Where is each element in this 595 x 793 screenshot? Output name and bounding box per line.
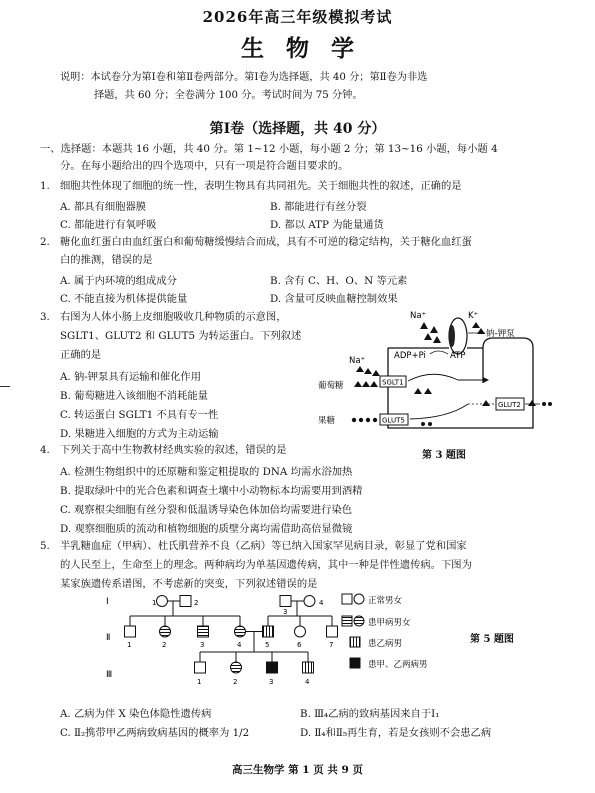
question-3-stem-line-3: 正确的是 [60,349,102,361]
gen1-male-3-icon [280,596,291,607]
fructose-flow-arrow [410,404,468,419]
question-3-option-d[interactable]: D. 果糖进入细胞的方式为主动运输 [60,428,219,440]
question-3-number: 3. [40,311,50,323]
question-5-stem-line-3: 某家族遗传系谱图，不考虑新的突变，下列叙述错误的是 [60,578,318,590]
gen3-number-1: 1 [197,678,202,686]
question-4-option-c[interactable]: C. 观察根尖细胞有丝分裂和低温诱导染色体加倍均需要进行染色 [60,504,353,516]
question-5-stem-line-1: 半乳糖血症（甲病）、杜氏肌营养不良（乙病）等已纳入国家罕见病目录，彰显了党和国家 [60,540,467,552]
question-2-option-c[interactable]: C. 不能直接为机体提供能量 [60,293,188,305]
label-k-top: K⁺ [468,311,479,321]
arrow-head-icon [483,377,489,383]
legend-affected-ab: 患甲、乙两病男 [368,660,428,670]
label-na-left: Na⁺ [349,356,366,366]
fructose-dot-icon [542,402,546,406]
gen1-number-1: 1 [152,599,157,607]
glucose-triangle-icon [424,388,432,394]
legend-normal: 正常男女 [368,596,403,606]
legend-normal-female-icon [354,594,364,604]
fructose-dot-icon [421,422,425,426]
gen2-male-3-affected-a-icon [198,626,209,637]
question-2-stem-line-1: 糖化血红蛋白由血红蛋白和葡萄糖缓慢结合而成，具有不可逆的稳定结构，关于糖化血红蛋 [60,236,472,248]
legend-affected-a-female-icon [354,616,364,626]
subject-title: 生物学 [241,35,376,62]
fructose-dot-icon [373,418,377,422]
label-atp: ATP [450,351,466,361]
fructose-dot-icon [359,418,363,422]
fructose-dot-icon [352,418,356,422]
na-triangle-icon [372,370,380,376]
question-2-stem-line-2: 白的推测，错误的是 [60,254,153,266]
label-na-top: Na⁺ [410,311,427,321]
gen1-female-1-icon [157,596,168,607]
gen2-male-7-icon [327,626,338,637]
gen3-male-1-icon [195,662,206,673]
na-triangle-icon [433,336,441,343]
figure-3-caption: 第 3 题图 [422,450,466,461]
figure-3-diagram [318,308,553,443]
gen1-number-3: 3 [283,608,288,616]
legend-affected-a: 患甲病男女 [368,618,411,628]
label-sglt1: SGLT1 [382,378,404,387]
gen3-male-3-affected-ab-icon [267,662,278,673]
legend-affected-a-male-icon [342,616,352,626]
question-2-number: 2. [40,236,50,248]
instructions-line-1: 说明：本试卷分为第Ⅰ卷和第Ⅱ卷两部分。第Ⅰ卷为选择题，共 40 分；第Ⅱ卷为非选 [60,72,428,83]
gen3-number-3: 3 [269,678,274,686]
generation-label-1: Ⅰ [106,597,109,607]
question-3-option-c[interactable]: C. 转运蛋白 SGLT1 不具有专一性 [60,409,219,421]
label-adp: ADP+Pi [394,351,426,361]
glucose-flow-arrow [408,374,483,381]
question-5-option-b[interactable]: B. Ⅲ₄乙病的致病基因来自于Ⅰ₁ [300,708,440,720]
fructose-dot-icon [548,402,552,406]
question-1-option-d[interactable]: D. 都以 ATP 为能量通货 [270,219,384,231]
gen3-number-2: 2 [233,678,238,686]
label-glut2: GLUT2 [498,401,521,409]
legend-affected-ab-male-icon [350,658,360,668]
glucose-triangle-icon [354,381,362,387]
question-4-number: 4. [40,444,50,456]
gen2-number-3: 3 [200,641,205,649]
fructose-dot-icon [366,418,370,422]
generation-label-3: Ⅲ [106,670,113,680]
question-5-option-a[interactable]: A. 乙病为伴 X 染色体隐性遗传病 [60,708,212,720]
glucose-triangle-icon [528,400,536,406]
na-triangle-icon [424,333,432,340]
figure-5-caption: 第 5 题图 [470,634,514,645]
question-5-option-d[interactable]: D. Ⅱ₄和Ⅱ₅再生育，若是女孩则不会患乙病 [300,727,492,739]
instructions-line-2: 择题，共 60 分；全卷满分 100 分。考试时间为 75 分钟。 [94,90,363,101]
label-fructose: 果糖 [318,416,336,426]
label-pump: 钠-钾泵 [486,329,515,339]
gen1-number-2: 2 [194,599,199,607]
question-3-stem-line-1: 右图为人体小肠上皮细胞吸收几种物质的示意图， [60,311,287,323]
gen2-number-5: 5 [265,641,270,649]
gen1-male-2-icon [180,596,191,607]
gen2-number-6: 6 [297,641,302,649]
na-triangle-icon [364,368,372,374]
gen2-number-4: 4 [237,641,242,649]
pump-channel-icon [449,325,455,347]
gen3-female-2-affected-a-icon [231,662,242,673]
question-4-option-d[interactable]: D. 观察细胞质的流动和植物细胞的质壁分离均需借助高倍显微镜 [60,523,353,535]
page-footer: 高三生物学 第 1 页 共 9 页 [231,764,364,776]
question-5-number: 5. [40,540,50,552]
question-3-stem-line-2: SGLT1、GLUT2 和 GLUT5 为转运蛋白。下列叙述 [60,330,302,342]
na-triangle-icon [356,366,364,372]
exam-title: 2026年高三年级模拟考试 [202,8,393,26]
gen2-male-5-affected-b-icon [263,626,274,637]
question-3-option-b[interactable]: B. 葡萄糖进入该细胞不消耗能量 [60,390,208,402]
gen2-female-4-affected-a-icon [235,626,246,637]
legend-affected-b-male-icon [350,637,360,647]
gen2-number-7: 7 [329,641,334,649]
question-1-option-c[interactable]: C. 都能进行有氧呼吸 [60,219,157,231]
label-glucose: 葡萄糖 [318,381,344,391]
gen2-male-1-icon [125,626,136,637]
question-2-option-a[interactable]: A. 属于内环境的组成成分 [60,275,177,287]
legend-affected-b: 患乙病男 [368,639,403,649]
gen2-female-2-affected-a-icon [160,626,171,637]
glucose-triangle-icon [482,400,490,406]
na-triangle-icon [430,326,438,333]
gen1-female-4-icon [304,596,315,607]
question-5-option-c[interactable]: C. Ⅱ₂携带甲乙两病致病基因的概率为 1/2 [60,727,250,739]
gen3-number-4: 4 [305,678,310,686]
glucose-triangle-icon [362,381,370,387]
fructose-dot-icon [428,422,432,426]
question-4-option-a[interactable]: A. 检测生物组织中的还原糖和鉴定粗提取的 DNA 均需水浴加热 [60,466,353,478]
figure-5-pedigree [100,592,520,702]
glucose-triangle-icon [370,381,378,387]
glucose-triangle-icon [414,388,422,394]
question-4-option-b[interactable]: B. 提取绿叶中的光合色素和调查土壤中小动物标本均需要用到酒精 [60,485,363,497]
question-2-option-d[interactable]: D. 含量可反映血糖控制效果 [270,293,398,305]
question-2-option-b[interactable]: B. 含有 C、H、O、N 等元素 [270,275,408,287]
gen1-number-4: 4 [319,599,324,607]
atp-arrow-icon [430,351,448,354]
question-1-option-a[interactable]: A. 都具有细胞器膜 [60,201,147,213]
k-triangle-icon [472,322,480,328]
section-intro-1: 一、选择题：本题共 16 小题，共 40 分。第 1~12 小题，每小题 2 分；第 13~16 小题，每小题 4 [40,143,498,155]
question-5-stem-line-2: 的人民至上，生命至上的理念。两种病均为单基因遗传病，其中一种是伴性遗传病。下图为 [60,559,472,571]
question-1-number: 1. [40,180,50,192]
binding-margin-mark [0,386,10,387]
na-triangle-icon [420,322,428,329]
gen2-number-1: 1 [127,641,132,649]
gen2-female-6-icon [295,626,306,637]
question-1-option-b[interactable]: B. 都能进行有丝分裂 [270,201,367,213]
gen2-number-2: 2 [162,641,167,649]
label-glut5: GLUT5 [382,416,405,425]
generation-label-2: Ⅱ [106,633,111,643]
question-3-option-a[interactable]: A. 钠-钾泵具有运输和催化作用 [60,371,202,383]
question-1-stem: 细胞共性体现了细胞的统一性，表明生物具有共同祖先。关于细胞共性的叙述，正确的是 [60,180,462,192]
question-4-stem: 下列关于高中生物教材经典实验的叙述，错误的是 [60,444,287,456]
gen3-male-4-affected-b-icon [303,662,314,673]
legend-normal-male-icon [342,594,352,604]
section-title: 第Ⅰ卷（选择题，共 40 分） [209,121,386,137]
section-intro-2: 分。在每小题给出的四个选项中，只有一项是符合题目要求的。 [60,160,349,172]
